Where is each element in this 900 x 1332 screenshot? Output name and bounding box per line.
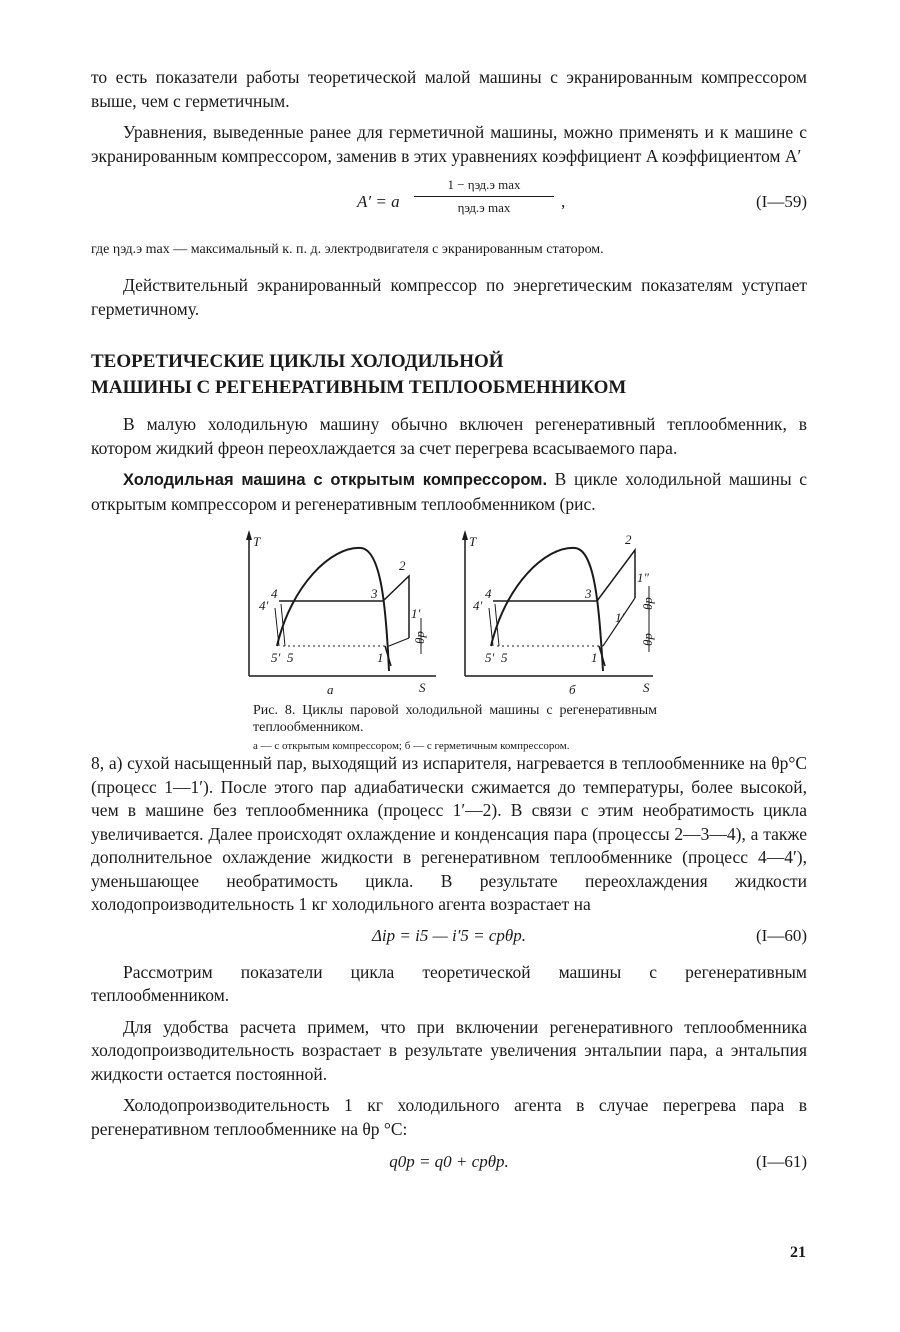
panel-b-theta-1: θр (640, 597, 655, 610)
panel-a-point-4prime: 4′ (259, 598, 269, 613)
equation-explanation: где ηэд.э max — максимальный к. п. д. электродвигателя с экранированным статором. (91, 242, 604, 257)
paragraph-5-text: В цикле холодильной машины с открытым компрессором и регенеративным теплообменником (рис. (91, 469, 807, 514)
panel-b-line-4-5 (495, 604, 499, 646)
equation-body: q0р = q0 + cpθр. (389, 1152, 509, 1171)
panel-a-y-label: T (253, 534, 261, 549)
panel-a-point-5: 5 (287, 650, 294, 665)
panel-a-line-4prime-5prime (275, 608, 279, 646)
panel-a-point-1prime: 1′ (411, 606, 421, 621)
panel-b-point-4prime: 4′ (473, 598, 483, 613)
fraction (414, 174, 554, 219)
panel-a-point-1: 1 (377, 650, 384, 665)
panel-b-label: б (569, 682, 576, 696)
panel-b-point-5prime: 5′ (485, 650, 495, 665)
figure-8 (91, 526, 807, 752)
equation-comma: , (561, 192, 566, 211)
panel-b-line-4prime-5prime (489, 608, 493, 646)
paragraph-9: Холодопроизводительность 1 кг холодильного агента в случае перегрева пара в регенеративном теплообменнике на θр °С: (91, 1095, 807, 1139)
equation-body: Δiр = i5 — i′5 = cpθр. (371, 925, 527, 945)
paragraph-4: В малую холодильную машину обычно включен регенеративный теплообменник, в котором жидкий фреон переохлаждается за счет перегрева всасываемого пара. (91, 414, 807, 458)
fraction-numerator: 1 − ηэд.э max (447, 177, 521, 192)
panel-b-saturation-dome (491, 548, 603, 671)
panel-a-point-3: 3 (371, 586, 378, 601)
panel-a-x-label: S (419, 680, 426, 695)
panel-a-y-arrow-icon (246, 530, 252, 540)
run-in-heading: Холодильная машина с открытым компрессором. (123, 471, 548, 489)
panel-a-point-2: 2 (399, 558, 406, 573)
panel-b-point-1: 1 (591, 650, 598, 665)
paragraph-1: то есть показатели работы теоретической малой машины с экранированным компрессором выше, чем с герметичным. (91, 67, 807, 111)
page-body (91, 66, 807, 1177)
panel-b-point-1prime: 1′ (615, 610, 625, 625)
equation-lhs: A′ = a (357, 192, 400, 211)
section-heading (91, 349, 807, 401)
panel-a-line-1-1prime (389, 638, 409, 646)
fraction-denominator: ηэд.э max (457, 200, 511, 215)
panel-b-point-5: 5 (501, 650, 508, 665)
panel-b-point-2: 2 (625, 532, 632, 547)
heading-line-1: ТЕОРЕТИЧЕСКИЕ ЦИКЛЫ ХОЛОДИЛЬНОЙ (91, 351, 504, 372)
paragraph-3: Действительный экранированный компрессор по энергетическим показателям уступает герметичному. (91, 275, 807, 319)
equation-i-59 (91, 174, 807, 238)
panel-a-point-5prime: 5′ (271, 650, 281, 665)
figure-caption-legend: а — с открытым компрессором; б — с герметичным компрессором. (253, 740, 570, 752)
panel-a-label: а (327, 682, 334, 696)
panel-b-line-3-2-1dprime (597, 550, 635, 601)
paragraph-5 (91, 468, 807, 516)
panel-a-saturation-dome (277, 548, 389, 671)
panel-b (462, 530, 655, 696)
panel-b-x-label: S (643, 680, 650, 695)
panel-a-line-4-5 (281, 604, 285, 646)
equation-number: (I—61) (756, 1152, 807, 1171)
paragraph-2: Уравнения, выведенные ранее для герметичной машины, можно применять и к машине с экранированным компрессором, заменив в этих уравнениях коэффициент A коэффициентом A′ (91, 122, 807, 166)
equation-number: (I—60) (756, 925, 807, 945)
panel-b-point-3: 3 (585, 586, 592, 601)
panel-b-y-label: T (469, 534, 477, 549)
figure-caption (253, 702, 657, 753)
paragraph-8: Для удобства расчета примем, что при включении регенеративного теплообменника холодопроизводительность возрастает в результате увеличения энтальпии пара, а энтальпия жидкости остается постоянной. (91, 1016, 807, 1084)
equation-i-61 (91, 1147, 807, 1177)
ts-diagrams (241, 526, 661, 696)
panel-b-point-1dprime: 1″ (637, 570, 649, 585)
equation-i-60 (91, 921, 807, 951)
panel-a-theta: θр (412, 631, 427, 644)
figure-caption-title: Рис. 8. Циклы паровой холодильной машины с регенеративным теплообменником. (253, 703, 657, 735)
paragraph-6: 8, а) сухой насыщенный пар, выходящий из испарителя, нагревается в теплообменнике на θр°С (процесс 1—1′). После этого пар адиабатически сжимается до температуры, более высокой, чем в машине без теплообменника (процесс 1′—2). В связи с этим необратимость цикла увеличивается. Далее происходят охлаждение и конденсация пара (процессы 2—3—4), а также дополнительное охлаждение жидкости в регенеративном теплообменнике (процесс 4—4′), уменьшающее необратимость цикла. В результате переохлаждения жидкости холодопроизводительность 1 кг холодильного агента возрастает на (91, 753, 807, 914)
panel-b-point-4: 4 (485, 586, 492, 601)
panel-a (246, 530, 436, 696)
paragraph-7: Рассмотрим показатели цикла теоретической машины с регенеративным теплообменником. (91, 961, 807, 1005)
page-number: 21 (790, 1244, 806, 1261)
equation-number: (I—59) (756, 192, 807, 211)
panel-a-point-4: 4 (271, 586, 278, 601)
heading-line-2: МАШИНЫ С РЕГЕНЕРАТИВНЫМ ТЕПЛООБМЕННИКОМ (91, 377, 627, 398)
panel-b-theta-2: θр (640, 633, 655, 646)
panel-b-y-arrow-icon (462, 530, 468, 540)
